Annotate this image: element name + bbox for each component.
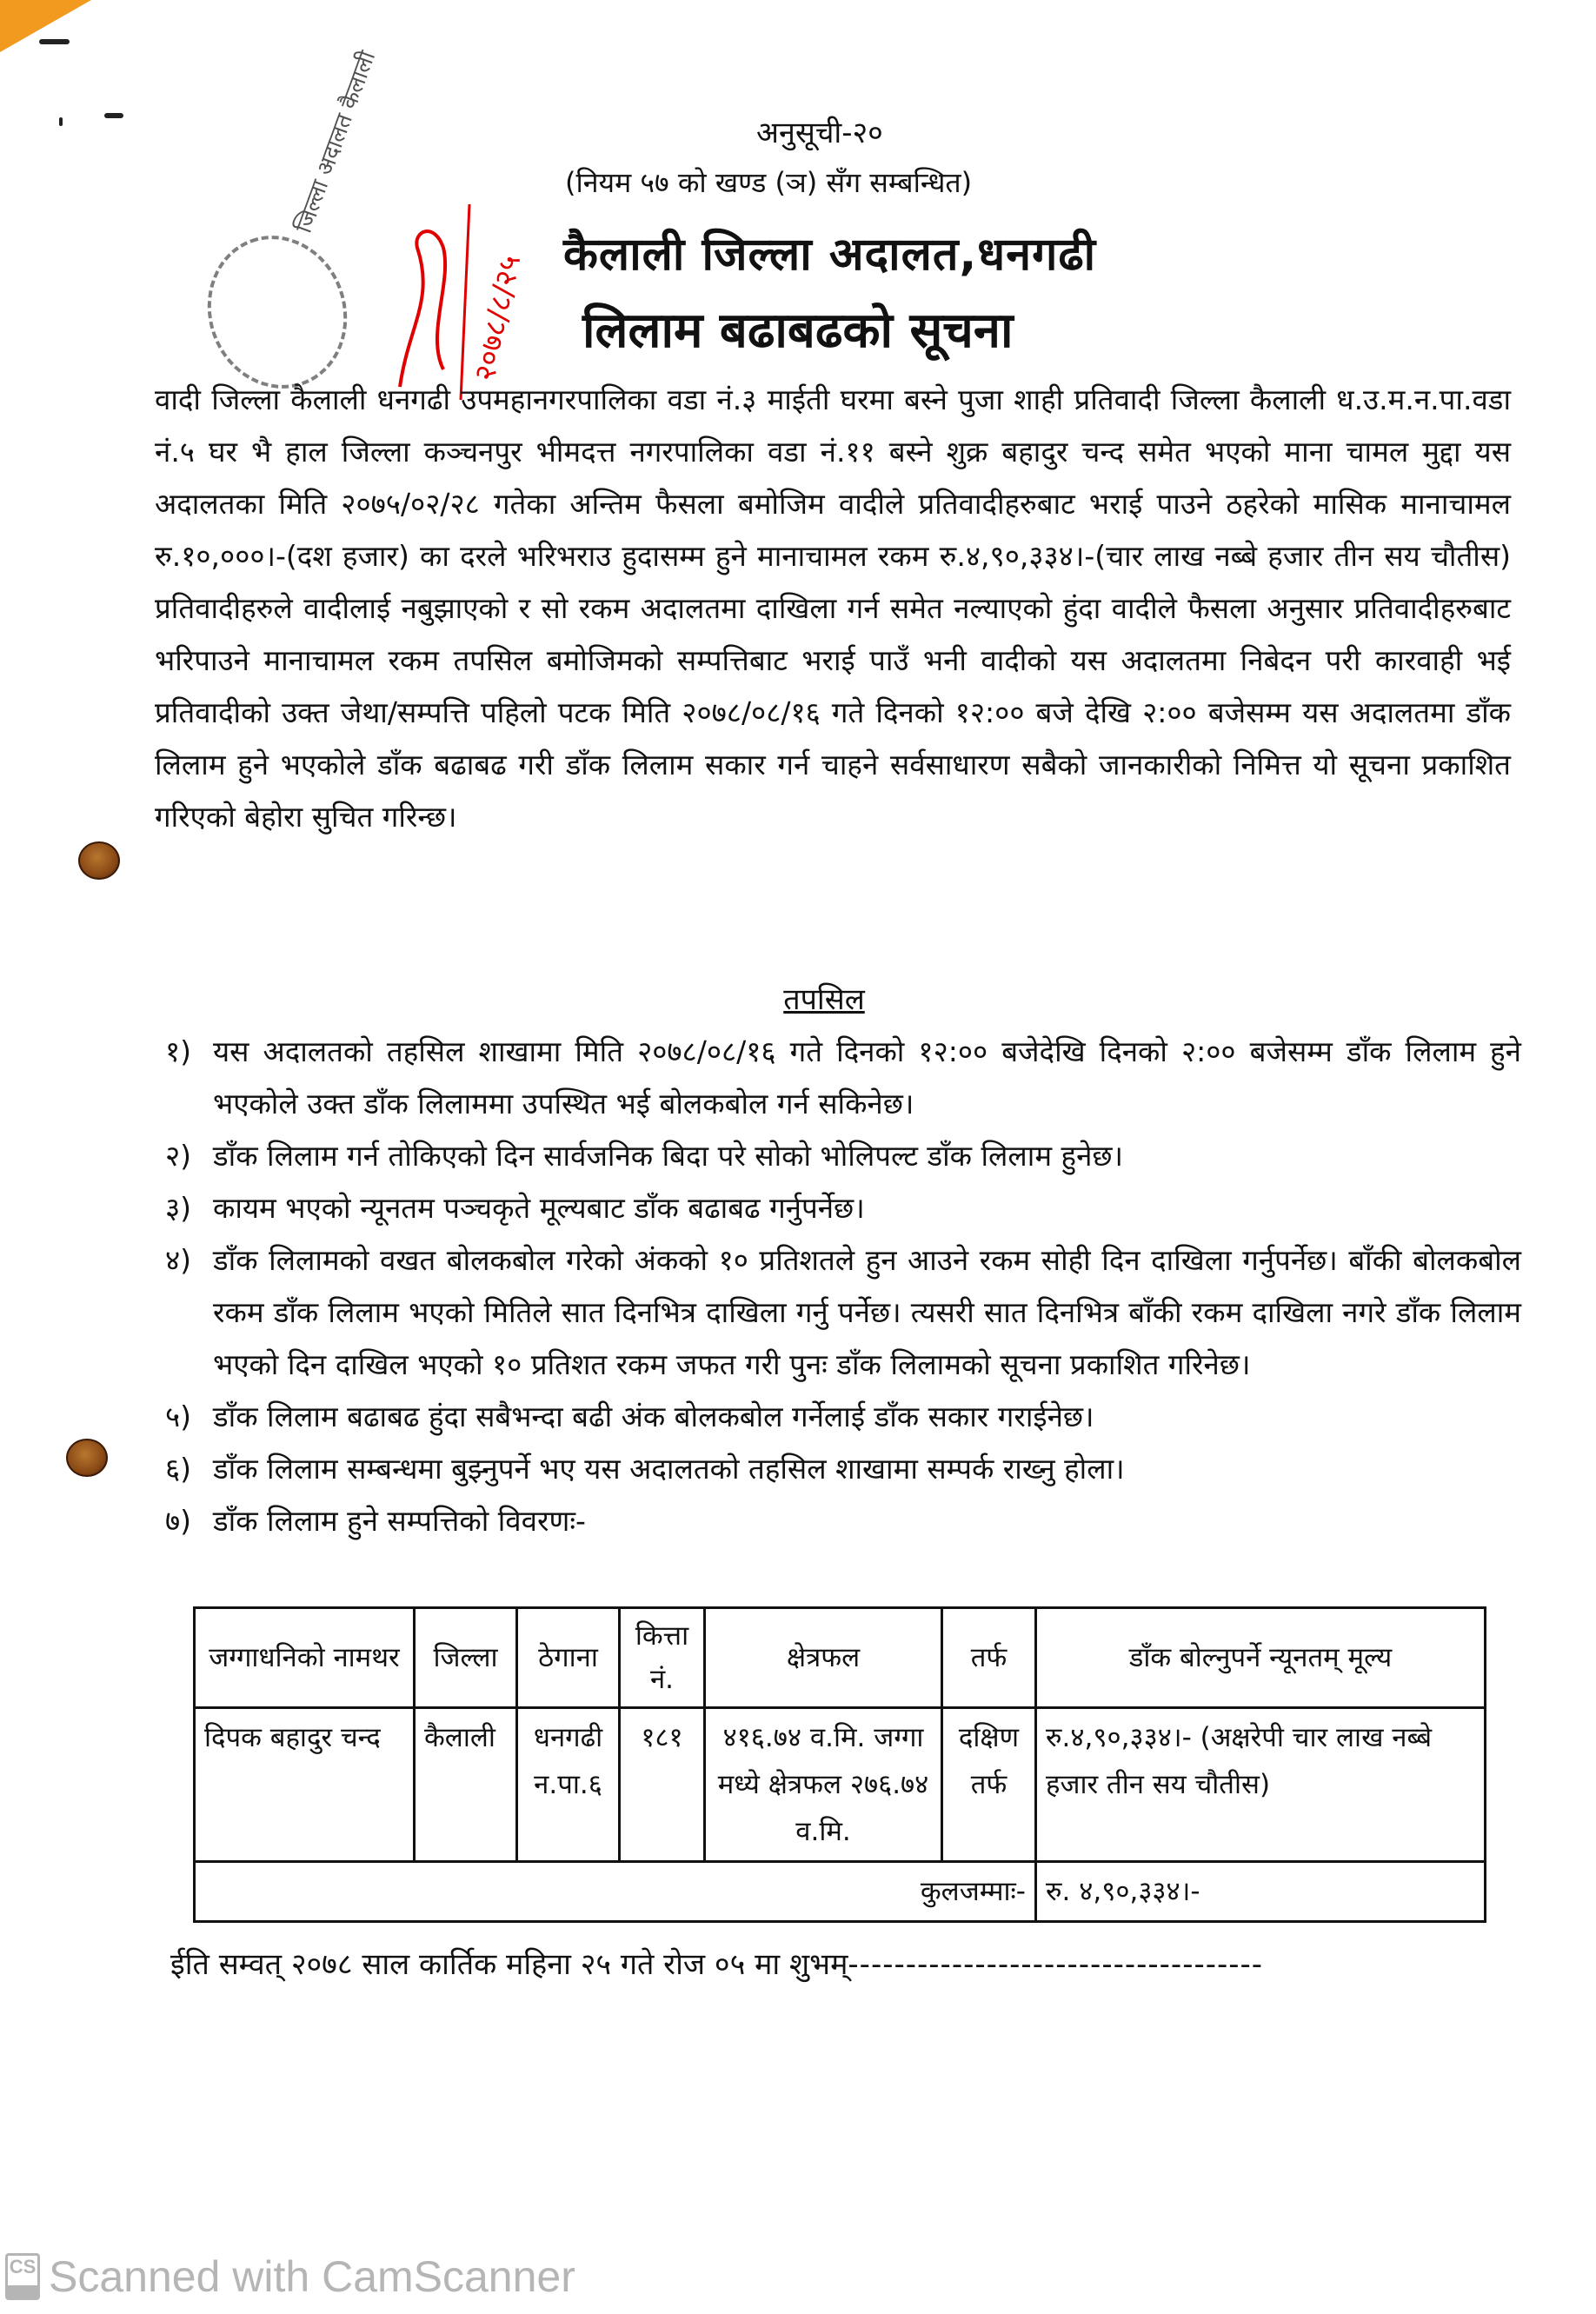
- scan-speck: [39, 39, 70, 44]
- cell-area: ४१६.७४ व.मि. जग्गा मध्ये क्षेत्रफल २७६.७४ व.मि.: [705, 1708, 942, 1862]
- item-number: २): [165, 1139, 192, 1173]
- list-item: [165, 1130, 1521, 1182]
- item-text: डाँक लिलाम सम्बन्धमा बुझ्नुपर्ने भए यस अदालतको तहसिल शाखामा सम्पर्क राख्नु होला।: [213, 1452, 1125, 1486]
- signature-date: २०७८/८/२५: [467, 252, 529, 384]
- notice-title: लिलाम बढाबढको सूचना: [582, 303, 1014, 359]
- list-item: [165, 1234, 1521, 1391]
- conditions-list: [165, 1026, 1521, 1547]
- table-row: [195, 1708, 1486, 1862]
- total-value: रु. ४,९०,३३४।-: [1036, 1862, 1486, 1922]
- scan-speck: [104, 113, 123, 118]
- cell-side: दक्षिण तर्फ: [942, 1708, 1036, 1862]
- table-header-row: [195, 1608, 1486, 1708]
- cell-price: रु.४,९०,३३४।- (अक्षरेपी चार लाख नब्बे हजार तीन सय चौतीस): [1036, 1708, 1486, 1862]
- col-area: क्षेत्रफल: [705, 1608, 942, 1708]
- rule-reference: (नियम ५७ को खण्ड (ञ) सँग सम्बन्धित): [565, 166, 973, 199]
- corner-tape: [0, 0, 91, 52]
- item-number: १): [165, 1034, 192, 1068]
- list-item: [165, 1026, 1521, 1130]
- footer-date-line: [170, 1943, 1263, 1983]
- camscanner-watermark: [5, 2251, 575, 2302]
- list-item: [165, 1443, 1521, 1495]
- court-name: कैलाली जिल्ला अदालत,धनगढी: [563, 229, 1097, 281]
- table-total-row: [195, 1862, 1486, 1922]
- schedule-number: अनुसूची-२०: [756, 116, 883, 150]
- cell-kitta: १८१: [620, 1708, 705, 1862]
- notice-body: वादी जिल्ला कैलाली धनगढी उपमहानगरपालिका वडा नं.३ माईती घरमा बस्ने पुजा शाही प्रतिवादी जिल्ला कैलाली ध.उ.म.न.पा.वडा नं.५ घर भै हाल जिल्ला कञ्चनपुर भीमदत्त नगरपालिका वडा नं.११ बस्ने शुक्र बहादुर चन्द समेत भएको माना चामल मुद्दा यस अदालतका मिति २०७५/०२/२८ गतेका अन्तिम फैसला बमोजिम वादीले प्रतिवादीहरुबाट भराई पाउने ठहरेको मासिक मानाचामल रु.१०,०००।-(दश हजार) का दरले भरिभराउ हुदासम्म हुने मानाचामल रकम रु.४,९०,३३४।-(चार लाख नब्बे हजार तीन सय चौतीस) प्रतिवादीहरुले वादीलाई नबुझाएको र सो रकम अदालतमा दाखिला गर्न समेत नल्याएको हुंदा वादीले फैसला अनुसार प्रतिवादीहरुबाट भरिपाउने मानाचामल रकम तपसिल बमोजिमको सम्पत्तिबाट भराई पाउँ भनी वादीको यस अदालतमा निबेदन परी कारवाही भई प्रतिवादीको उक्त जेथा/सम्पत्ति पहिलो पटक मिति २०७८/०८/१६ गते दिनको १२:०० बजे देखि २:०० बजेसम्म यस अदालतमा डाँक लिलाम हुने भएकोले डाँक बढाबढ गरी डाँक लिलाम सकार गर्न चाहने सर्वसाधारण सबैको जानकारीको निमित्त यो सूचना प्रकाशित गरिएको बेहोरा सुचित गरिन्छ।: [155, 382, 1511, 834]
- total-label: कुलजम्माः-: [195, 1862, 1036, 1922]
- punch-hole-icon: [66, 1439, 108, 1477]
- signature: [382, 196, 529, 404]
- item-number: ३): [165, 1191, 192, 1225]
- item-number: ६): [165, 1452, 192, 1486]
- col-kitta: कित्ता नं.: [620, 1608, 705, 1708]
- footer-text: ईति सम्वत् २०७८ साल कार्तिक महिना २५ गते रोज ०५ मा शुभम्: [170, 1947, 848, 1982]
- cell-address: धनगढी न.पा.६: [517, 1708, 620, 1862]
- camscanner-logo-icon: CS: [5, 2253, 40, 2300]
- cell-district: कैलाली: [415, 1708, 517, 1862]
- col-owner: जग्गाधनिको नामथर: [195, 1608, 415, 1708]
- scan-speck: [59, 117, 63, 126]
- col-address: ठेगाना: [517, 1608, 620, 1708]
- list-item: [165, 1182, 1521, 1234]
- watermark-text: Scanned with CamScanner: [49, 2252, 575, 2301]
- seal-text: जिल्ला अदालत कैलाली: [290, 47, 382, 236]
- item-text: डाँक लिलाम गर्न तोकिएको दिन सार्वजनिक बिदा परे सोको भोलिपल्ट डाँक लिलाम हुनेछ।: [213, 1139, 1124, 1173]
- list-item: [165, 1391, 1521, 1443]
- item-text: डाँक लिलाम हुने सम्पत्तिको विवरणः-: [213, 1504, 586, 1538]
- list-item: [165, 1495, 1521, 1547]
- item-text: डाँक लिलाम बढाबढ हुंदा सबैभन्दा बढी अंक बोलकबोल गर्नेलाई डाँक सकार गराईनेछ।: [213, 1400, 1094, 1433]
- item-text: यस अदालतको तहसिल शाखामा मिति २०७८/०८/१६ गते दिनको १२:०० बजेदेखि दिनको २:०० बजेसम्म डाँक लिलाम हुने भएकोले उक्त डाँक लिलाममा उपस्थित भई बोलकबोल गर्न सकिनेछ।: [213, 1034, 1521, 1120]
- item-number: ७): [165, 1504, 192, 1538]
- item-number: ४): [165, 1243, 192, 1277]
- item-text: कायम भएको न्यूनतम पञ्चकृते मूल्यबाट डाँक बढाबढ गर्नुपर्नेछ।: [213, 1191, 865, 1225]
- tapsil-heading: तपसिल: [783, 982, 865, 1017]
- col-district: जिल्ला: [415, 1608, 517, 1708]
- cell-owner: दिपक बहादुर चन्द: [195, 1708, 415, 1862]
- property-table: [193, 1606, 1486, 1923]
- col-price: डाँक बोल्नुपर्ने न्यूनतम् मूल्य: [1036, 1608, 1486, 1708]
- footer-dashes: ------------------------------------: [848, 1947, 1264, 1982]
- item-number: ५): [165, 1400, 192, 1433]
- item-text: डाँक लिलामको वखत बोलकबोल गरेको अंकको १० प्रतिशतले हुन आउने रकम सोही दिन दाखिला गर्नुपर्नेछ। बाँकी बोलकबोल रकम डाँक लिलाम भएको मितिले सात दिनभित्र दाखिला गर्नु पर्नेछ। त्यसरी सात दिनभित्र बाँकी रकम दाखिला नगरे डाँक लिलाम भएको दिन दाखिल भएको १० प्रतिशत रकम जफत गरी पुनः डाँक लिलामको सूचना प्रकाशित गरिनेछ।: [213, 1243, 1521, 1381]
- col-side: तर्फ: [942, 1608, 1036, 1708]
- punch-hole-icon: [78, 841, 120, 880]
